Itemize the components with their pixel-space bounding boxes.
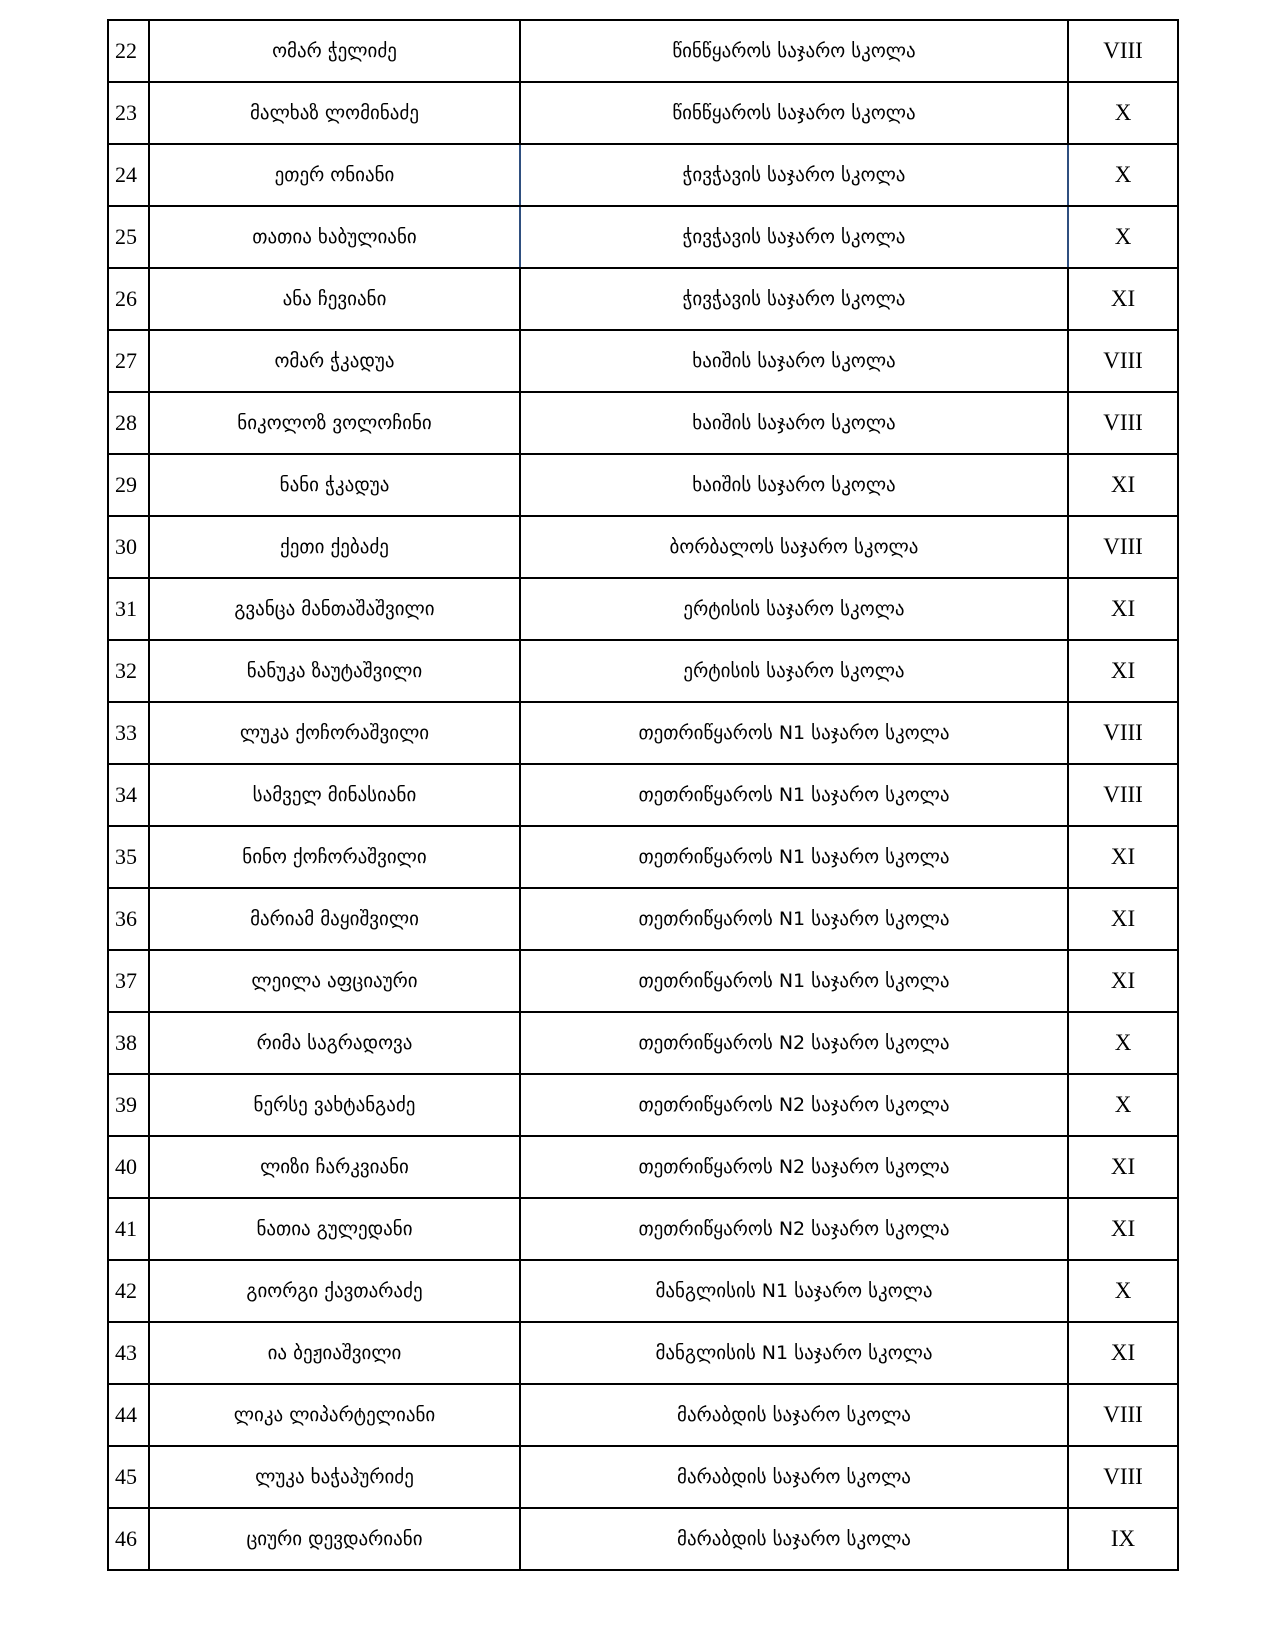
table-row [108, 454, 1178, 516]
table-row [108, 82, 1178, 144]
school-name-cell: ხაიშის საჯარო სკოლა [520, 330, 1068, 392]
row-number-cell: 28 [108, 392, 149, 454]
student-name-cell: ნიკოლოზ ვოლოჩინი [149, 392, 520, 454]
student-name-cell: მარიამ მაყიშვილი [149, 888, 520, 950]
table-row [108, 392, 1178, 454]
grade-cell: XI [1068, 640, 1178, 702]
student-name-cell: ნანუკა ზაუტაშვილი [149, 640, 520, 702]
table-row [108, 826, 1178, 888]
school-name-cell: ჭივჭავის საჯარო სკოლა [520, 144, 1068, 206]
student-name-cell: ლეილა აფციაური [149, 950, 520, 1012]
row-number-cell: 45 [108, 1446, 149, 1508]
row-number-cell: 41 [108, 1198, 149, 1260]
student-name-cell: ციური დევდარიანი [149, 1508, 520, 1570]
school-name-cell: მარაბდის საჯარო სკოლა [520, 1384, 1068, 1446]
student-name-cell: ნინო ქოჩორაშვილი [149, 826, 520, 888]
row-number-cell: 37 [108, 950, 149, 1012]
school-name-cell: ხაიშის საჯარო სკოლა [520, 454, 1068, 516]
school-name-cell: წინწყაროს საჯარო სკოლა [520, 20, 1068, 82]
table-row [108, 888, 1178, 950]
table-row [108, 640, 1178, 702]
student-name-cell: რიმა საგრადოვა [149, 1012, 520, 1074]
row-number-cell: 33 [108, 702, 149, 764]
school-name-cell: წინწყაროს საჯარო სკოლა [520, 82, 1068, 144]
row-number-cell: 38 [108, 1012, 149, 1074]
school-name-cell: მარაბდის საჯარო სკოლა [520, 1446, 1068, 1508]
grade-cell: VIII [1068, 392, 1178, 454]
school-name-cell: თეთრიწყაროს N2 საჯარო სკოლა [520, 1012, 1068, 1074]
school-name-cell: თეთრიწყაროს N1 საჯარო სკოლა [520, 888, 1068, 950]
table-row [108, 20, 1178, 82]
table-row [108, 516, 1178, 578]
row-number-cell: 39 [108, 1074, 149, 1136]
student-name-cell: ომარ ჭელიძე [149, 20, 520, 82]
grade-cell: VIII [1068, 1446, 1178, 1508]
grade-cell: X [1068, 1260, 1178, 1322]
grade-cell: X [1068, 82, 1178, 144]
student-name-cell: ლიკა ლიპარტელიანი [149, 1384, 520, 1446]
school-name-cell: ჭივჭავის საჯარო სკოლა [520, 206, 1068, 268]
row-number-cell: 22 [108, 20, 149, 82]
table-row [108, 702, 1178, 764]
student-name-cell: თათია ხაბულიანი [149, 206, 520, 268]
grade-cell: XI [1068, 888, 1178, 950]
school-name-cell: ერტისის საჯარო სკოლა [520, 640, 1068, 702]
school-name-cell: ერტისის საჯარო სკოლა [520, 578, 1068, 640]
grade-cell: XI [1068, 454, 1178, 516]
grade-cell: VIII [1068, 516, 1178, 578]
school-name-cell: თეთრიწყაროს N2 საჯარო სკოლა [520, 1136, 1068, 1198]
school-name-cell: თეთრიწყაროს N1 საჯარო სკოლა [520, 764, 1068, 826]
table-row [108, 950, 1178, 1012]
table-row [108, 764, 1178, 826]
student-name-cell: გვანცა მანთაშაშვილი [149, 578, 520, 640]
row-number-cell: 23 [108, 82, 149, 144]
row-number-cell: 25 [108, 206, 149, 268]
student-name-cell: ლუკა ხაჭაპურიძე [149, 1446, 520, 1508]
row-number-cell: 30 [108, 516, 149, 578]
table-row [108, 1136, 1178, 1198]
roster-body [108, 20, 1178, 1570]
table-row [108, 1198, 1178, 1260]
row-number-cell: 46 [108, 1508, 149, 1570]
grade-cell: XI [1068, 950, 1178, 1012]
row-number-cell: 27 [108, 330, 149, 392]
row-number-cell: 35 [108, 826, 149, 888]
student-roster-table [107, 19, 1179, 1571]
row-number-cell: 31 [108, 578, 149, 640]
student-name-cell: ლიზი ჩარკვიანი [149, 1136, 520, 1198]
student-name-cell: ია ბეჟიაშვილი [149, 1322, 520, 1384]
student-name-cell: სამველ მინასიანი [149, 764, 520, 826]
school-name-cell: ჭივჭავის საჯარო სკოლა [520, 268, 1068, 330]
student-name-cell: ეთერ ონიანი [149, 144, 520, 206]
school-name-cell: ბორბალოს საჯარო სკოლა [520, 516, 1068, 578]
grade-cell: XI [1068, 826, 1178, 888]
table-row [108, 1322, 1178, 1384]
row-number-cell: 32 [108, 640, 149, 702]
school-name-cell: თეთრიწყაროს N1 საჯარო სკოლა [520, 950, 1068, 1012]
table-row [108, 144, 1178, 206]
school-name-cell: მანგლისის N1 საჯარო სკოლა [520, 1322, 1068, 1384]
grade-cell: IX [1068, 1508, 1178, 1570]
grade-cell: VIII [1068, 764, 1178, 826]
grade-cell: VIII [1068, 1384, 1178, 1446]
table-row [108, 1508, 1178, 1570]
table-row [108, 268, 1178, 330]
student-name-cell: მალხაზ ლომინაძე [149, 82, 520, 144]
table-row [108, 1260, 1178, 1322]
table-row [108, 206, 1178, 268]
table-row [108, 330, 1178, 392]
grade-cell: X [1068, 206, 1178, 268]
table-row [108, 1012, 1178, 1074]
row-number-cell: 36 [108, 888, 149, 950]
table-row [108, 1074, 1178, 1136]
grade-cell: X [1068, 1012, 1178, 1074]
school-name-cell: თეთრიწყაროს N1 საჯარო სკოლა [520, 702, 1068, 764]
school-name-cell: თეთრიწყაროს N2 საჯარო სკოლა [520, 1198, 1068, 1260]
grade-cell: XI [1068, 268, 1178, 330]
row-number-cell: 24 [108, 144, 149, 206]
table-row [108, 1384, 1178, 1446]
student-name-cell: გიორგი ქავთარაძე [149, 1260, 520, 1322]
grade-cell: XI [1068, 1198, 1178, 1260]
grade-cell: VIII [1068, 330, 1178, 392]
school-name-cell: თეთრიწყაროს N2 საჯარო სკოლა [520, 1074, 1068, 1136]
grade-cell: XI [1068, 578, 1178, 640]
row-number-cell: 44 [108, 1384, 149, 1446]
student-name-cell: ნანი ჭკადუა [149, 454, 520, 516]
student-name-cell: ნერსე ვახტანგაძე [149, 1074, 520, 1136]
student-name-cell: ნათია გულედანი [149, 1198, 520, 1260]
student-name-cell: ანა ჩევიანი [149, 268, 520, 330]
student-name-cell: ომარ ჭკადუა [149, 330, 520, 392]
grade-cell: XI [1068, 1136, 1178, 1198]
row-number-cell: 34 [108, 764, 149, 826]
row-number-cell: 42 [108, 1260, 149, 1322]
grade-cell: XI [1068, 1322, 1178, 1384]
table-row [108, 578, 1178, 640]
student-name-cell: ლუკა ქოჩორაშვილი [149, 702, 520, 764]
school-name-cell: ხაიშის საჯარო სკოლა [520, 392, 1068, 454]
row-number-cell: 40 [108, 1136, 149, 1198]
school-name-cell: თეთრიწყაროს N1 საჯარო სკოლა [520, 826, 1068, 888]
grade-cell: X [1068, 144, 1178, 206]
row-number-cell: 29 [108, 454, 149, 516]
row-number-cell: 43 [108, 1322, 149, 1384]
grade-cell: VIII [1068, 20, 1178, 82]
row-number-cell: 26 [108, 268, 149, 330]
table-row [108, 1446, 1178, 1508]
school-name-cell: მარაბდის საჯარო სკოლა [520, 1508, 1068, 1570]
grade-cell: X [1068, 1074, 1178, 1136]
grade-cell: VIII [1068, 702, 1178, 764]
student-name-cell: ქეთი ქებაძე [149, 516, 520, 578]
school-name-cell: მანგლისის N1 საჯარო სკოლა [520, 1260, 1068, 1322]
